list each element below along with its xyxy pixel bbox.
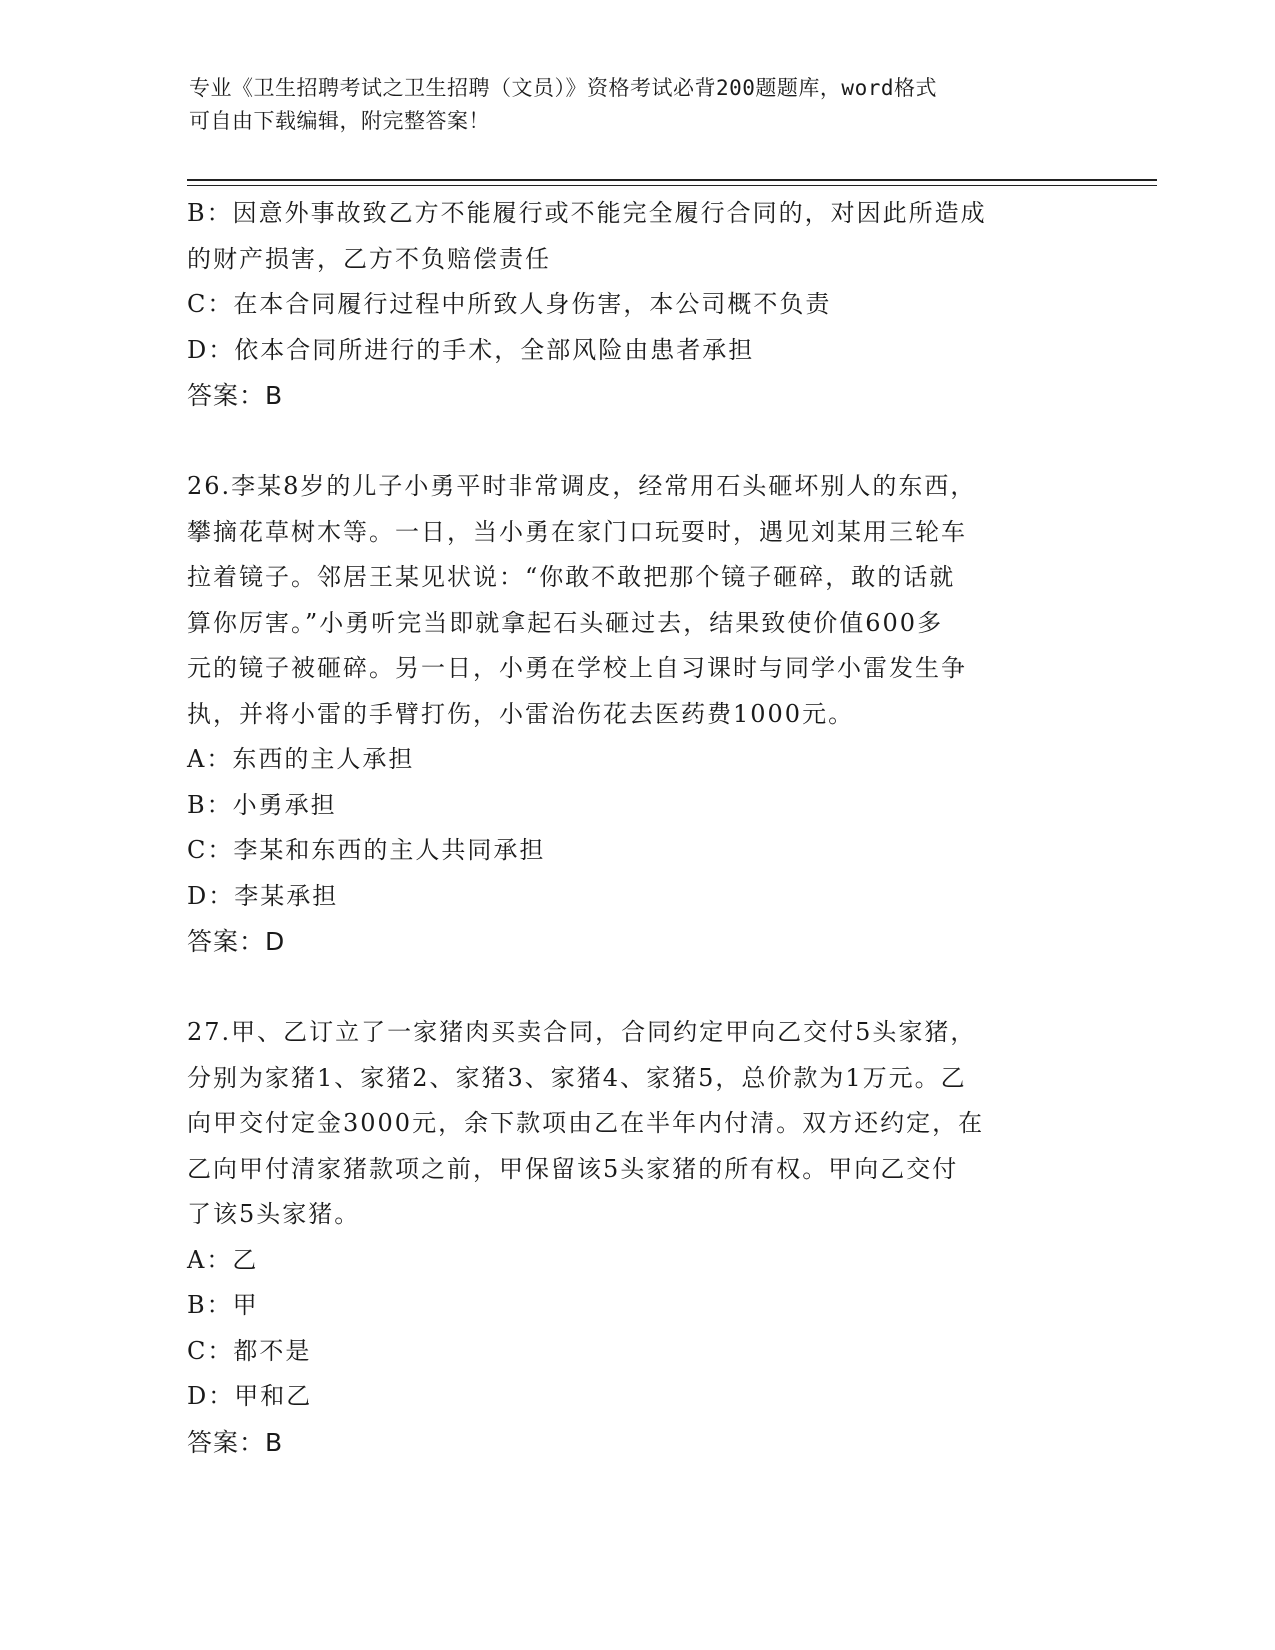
q26-stem-line: 攀摘花草树木等。一日，当小勇在家门口玩耍时，遇见刘某用三轮车	[187, 517, 967, 546]
q25-option-d: D：依本合同所进行的手术，全部风险由患者承担	[187, 335, 755, 364]
q26-stem-line: 执，并将小雷的手臂打伤，小雷治伤花去医药费1000元。	[187, 699, 855, 728]
q26-stem-line: 拉着镜子。邻居王某见状说：“你敢不敢把那个镜子砸碎，敢的话就	[187, 563, 956, 591]
q27-option-a: A：乙	[187, 1245, 259, 1274]
header-rule-thick	[187, 179, 1157, 181]
q25-answer: 答案：B	[187, 381, 284, 410]
q27-option-d: D：甲和乙	[187, 1382, 313, 1410]
header-line-2: 可自由下载编辑，附完整答案！	[189, 109, 490, 133]
q27-stem-line: 分别为家猪1、家猪2、家猪3、家猪4、家猪5，总价款为1万元。乙	[187, 1063, 967, 1092]
q26-option-b: B：小勇承担	[187, 790, 337, 819]
header-line-1: 专业《卫生招聘考试之卫生招聘（文员）》资格考试必背200题题库，word格式	[189, 76, 937, 100]
q26-stem-line: 元的镜子被砸碎。另一日，小勇在学校上自习课时与同学小雷发生争	[187, 654, 967, 682]
page-header	[189, 72, 1069, 138]
q27-stem-line: 27.甲、乙订立了一家猪肉买卖合同，合同约定甲向乙交付5头家猪，	[187, 1018, 977, 1046]
q25-option-b-line-2: 的财产损害，乙方不负赔偿责任	[187, 244, 551, 273]
spacer	[187, 965, 1087, 1011]
q27-stem-line: 向甲交付定金3000元，余下款项由乙在半年内付清。双方还约定，在	[187, 1109, 985, 1137]
question-content	[187, 191, 1087, 1465]
q26-option-c: C：李某和东西的主人共同承担	[187, 836, 546, 864]
q27-stem-line: 乙向甲付清家猪款项之前，甲保留该5头家猪的所有权。甲向乙交付	[187, 1154, 959, 1183]
q27-stem-line: 了该5头家猪。	[187, 1200, 361, 1228]
spacer	[187, 419, 1087, 465]
q27-option-b: B：甲	[187, 1291, 259, 1319]
q26-option-a: A：东西的主人承担	[187, 745, 415, 773]
q26-option-d: D：李某承担	[187, 881, 339, 910]
q26-stem-line: 算你厉害。”小勇听完当即就拿起石头砸过去，结果致使价值600多	[187, 608, 944, 637]
q26-answer: 答案：D	[187, 927, 286, 956]
q25-option-c: C：在本合同履行过程中所致人身伤害，本公司概不负责	[187, 290, 832, 318]
q25-option-b-line-1: B：因意外事故致乙方不能履行或不能完全履行合同的，对因此所造成	[187, 199, 987, 227]
header-rule-thin	[187, 185, 1157, 186]
q26-stem-line: 26.李某8岁的儿子小勇平时非常调皮，经常用石头砸坏别人的东西，	[187, 472, 977, 500]
q27-option-c: C：都不是	[187, 1336, 312, 1365]
q27-answer: 答案：B	[187, 1427, 284, 1457]
